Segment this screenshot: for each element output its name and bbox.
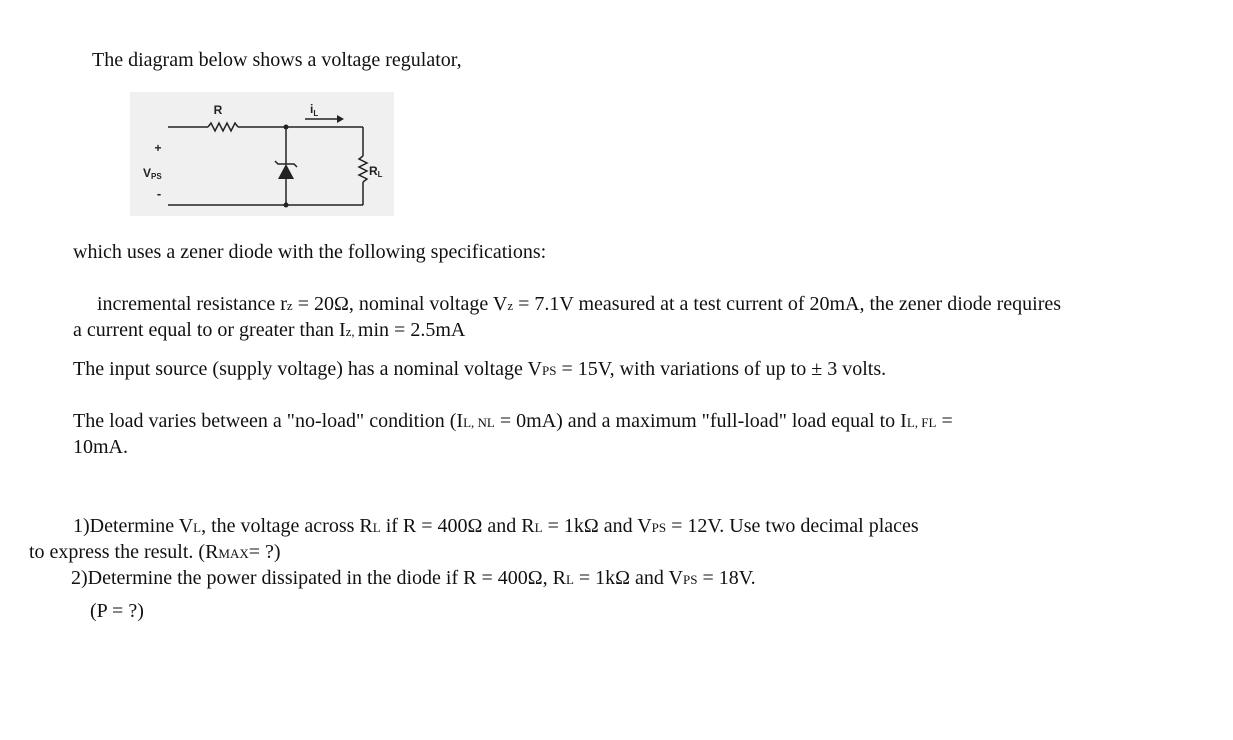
voltage-regulator-circuit-diagram [130, 92, 394, 216]
question-1-line-1: 1)Determine VL, the voltage across RL if R = 400Ω and RL = 1kΩ and VPS = 12V. Use two decimal places [73, 515, 919, 537]
spec-line-1: incremental resistance rz = 20Ω, nominal voltage Vz = 7.1V measured at a test current of 20mA, the zener diode requires [97, 293, 1062, 315]
label-plus: + [154, 141, 162, 155]
label-rl: RL [369, 164, 383, 179]
load-line-1: The load varies between a "no-load" condition (IL, NL = 0mA) and a maximum "full-load" load equal to IL, FL = [73, 410, 953, 432]
load-line-2: 10mA. [73, 436, 128, 458]
input-source-text: The input source (supply voltage) has a nominal voltage VPS = 15V, with variations of up to ± 3 volts. [73, 358, 887, 380]
zener-diode-triangle [278, 164, 294, 179]
circuit-schematic [130, 92, 394, 216]
label-il: $i_L$ [310, 102, 319, 118]
question-1-line-2: to express the result. (RMAX= ?) [29, 541, 281, 563]
load-resistor-rl [359, 156, 367, 182]
label-minus: - [156, 186, 162, 201]
spec-line-2: a current equal to or greater than Iz, min = 2.5mA [73, 319, 466, 341]
resistor-r [208, 123, 238, 131]
intro-text: The diagram below shows a voltage regulator, [92, 49, 462, 71]
label-r: R [213, 103, 223, 117]
current-arrow-head [337, 115, 344, 123]
label-vps: VPS [143, 166, 162, 181]
specs-intro-text: which uses a zener diode with the following specifications: [73, 241, 547, 263]
question-2-line-1: 2)Determine the power dissipated in the diode if R = 400Ω, RL = 1kΩ and VPS = 18V. [71, 567, 756, 589]
question-2-line-2: (P = ?) [90, 600, 144, 622]
